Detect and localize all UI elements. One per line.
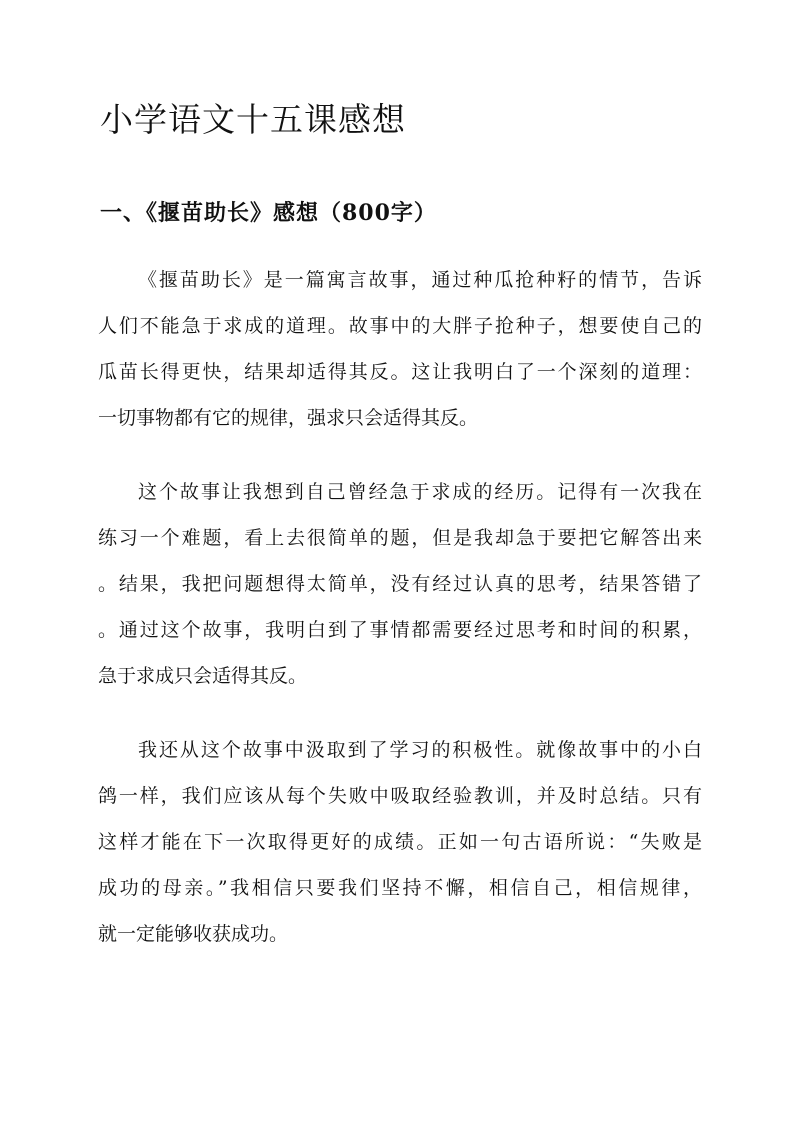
paragraph-line: 鸽一样，我们应该从每个失败中吸取经验教训，并及时总结。只有 bbox=[98, 785, 702, 807]
paragraph-line: 一切事物都有它的规律，强求只会适得其反。 bbox=[98, 407, 479, 429]
paragraph-line: 我还从这个故事中汲取到了学习的积极性。就像故事中的小白 bbox=[138, 739, 702, 761]
paragraph-2 bbox=[98, 469, 702, 699]
section-heading: 一、《揠苗助长》感想（800字） bbox=[100, 200, 437, 226]
paragraph-1 bbox=[98, 257, 702, 441]
paragraph-line: 成功的母亲。”我相信只要我们坚持不懈，相信自己，相信规律， bbox=[98, 877, 702, 899]
paragraph-line: 人们不能急于求成的道理。故事中的大胖子抢种子，想要使自己的 bbox=[98, 315, 702, 337]
paragraph-line: 练习一个难题，看上去很简单的题，但是我却急于要把它解答出来 bbox=[98, 527, 702, 549]
paragraph-3 bbox=[98, 727, 702, 957]
paragraph-line: 这个故事让我想到自己曾经急于求成的经历。记得有一次我在 bbox=[138, 481, 702, 503]
paragraph-line: 《揠苗助长》是一篇寓言故事，通过种瓜抢种籽的情节，告诉 bbox=[138, 269, 702, 291]
paragraph-line: 这样才能在下一次取得更好的成绩。正如一句古语所说：“失败是 bbox=[98, 831, 702, 853]
document-title: 小学语文十五课感想 bbox=[100, 100, 406, 139]
paragraph-line: 急于求成只会适得其反。 bbox=[98, 665, 308, 687]
paragraph-line: 。通过这个故事，我明白到了事情都需要经过思考和时间的积累， bbox=[98, 619, 702, 641]
paragraph-line: 。结果，我把问题想得太简单，没有经过认真的思考，结果答错了 bbox=[98, 573, 702, 595]
paragraph-line: 瓜苗长得更快，结果却适得其反。这让我明白了一个深刻的道理： bbox=[98, 361, 702, 383]
paragraph-line: 就一定能够收获成功。 bbox=[98, 923, 289, 945]
